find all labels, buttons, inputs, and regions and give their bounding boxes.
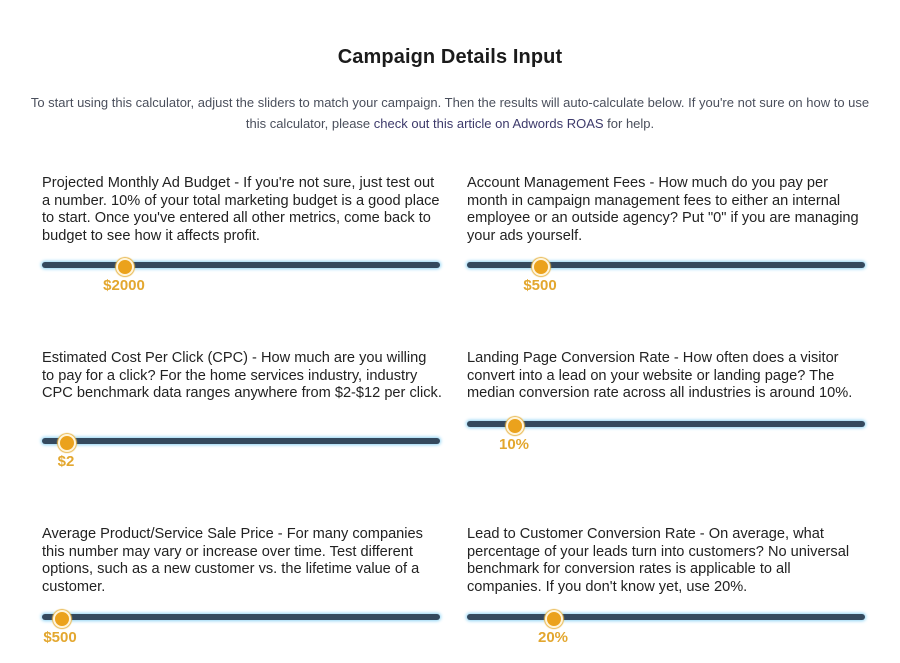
field-landing-page-conversion <box>467 350 867 453</box>
slider-track[interactable] <box>467 421 865 427</box>
management-fees-slider[interactable] <box>467 258 865 272</box>
ad-budget-slider[interactable] <box>42 258 440 272</box>
page-title: Campaign Details Input <box>337 46 563 69</box>
intro-text-after-link: for help. <box>603 116 655 131</box>
field-sale-price <box>42 526 442 646</box>
field-cpc <box>42 350 442 470</box>
roas-article-link[interactable]: check out this article on Adwords ROAS <box>373 116 604 131</box>
lead-to-customer-slider[interactable] <box>467 610 865 624</box>
landing-page-conversion-value: 10% <box>498 436 530 453</box>
slider-track[interactable] <box>42 614 440 620</box>
field-ad-budget <box>42 175 442 294</box>
intro-text-before-link: To start using this calculator, adjust the sliders to match your campaign. Then the results will auto-calculate below. If you're not sure on how to use this calculator, please <box>30 95 870 131</box>
field-management-fees <box>467 175 867 294</box>
field-description: Account Management Fees - How much do you pay per month in campaign management fees to either an internal employee or an outside agency? Put "0" if you are managing your ads yourself. <box>467 175 859 244</box>
slider-thumb[interactable] <box>545 610 563 628</box>
cpc-slider[interactable] <box>42 434 440 448</box>
field-description: Average Product/Service Sale Price - For many companies this number may vary or increase over time. Test different options, such as a new customer vs. the lifetime value of a customer. <box>42 526 423 595</box>
field-description: Landing Page Conversion Rate - How often does a visitor convert into a lead on your website or landing page? The median conversion rate across all industries is around 10%. <box>467 350 853 401</box>
cpc-value: $2 <box>57 453 75 470</box>
slider-thumb[interactable] <box>116 258 134 276</box>
slider-thumb[interactable] <box>53 610 71 628</box>
slider-track[interactable] <box>467 614 865 620</box>
intro-text <box>30 92 870 134</box>
field-description: Estimated Cost Per Click (CPC) - How much are you willing to pay for a click? For the home services industry, industry CPC benchmark data ranges anywhere from $2-$12 per click. <box>42 350 442 401</box>
field-description: Lead to Customer Conversion Rate - On average, what percentage of your leads turn into customers? No universal benchmark for conversion rates is applicable to all companies. If you don't know yet, use 20%. <box>467 526 850 595</box>
landing-page-conversion-slider[interactable] <box>467 417 865 431</box>
field-description: Projected Monthly Ad Budget - If you're not sure, just test out a number. 10% of your total marketing budget is a good place to start. Once you've entered all other metrics, come back to budget to see how it affects profit. <box>42 175 440 244</box>
management-fees-value: $500 <box>523 277 557 294</box>
field-lead-to-customer <box>467 526 867 646</box>
slider-thumb[interactable] <box>58 434 76 452</box>
slider-thumb[interactable] <box>506 417 524 435</box>
slider-thumb[interactable] <box>532 258 550 276</box>
ad-budget-value: $2000 <box>103 277 145 294</box>
sale-price-slider[interactable] <box>42 610 440 624</box>
slider-track[interactable] <box>42 262 440 268</box>
slider-track[interactable] <box>42 438 440 444</box>
lead-to-customer-value: 20% <box>537 629 569 646</box>
sale-price-value: $500 <box>43 629 77 646</box>
slider-track[interactable] <box>467 262 865 268</box>
